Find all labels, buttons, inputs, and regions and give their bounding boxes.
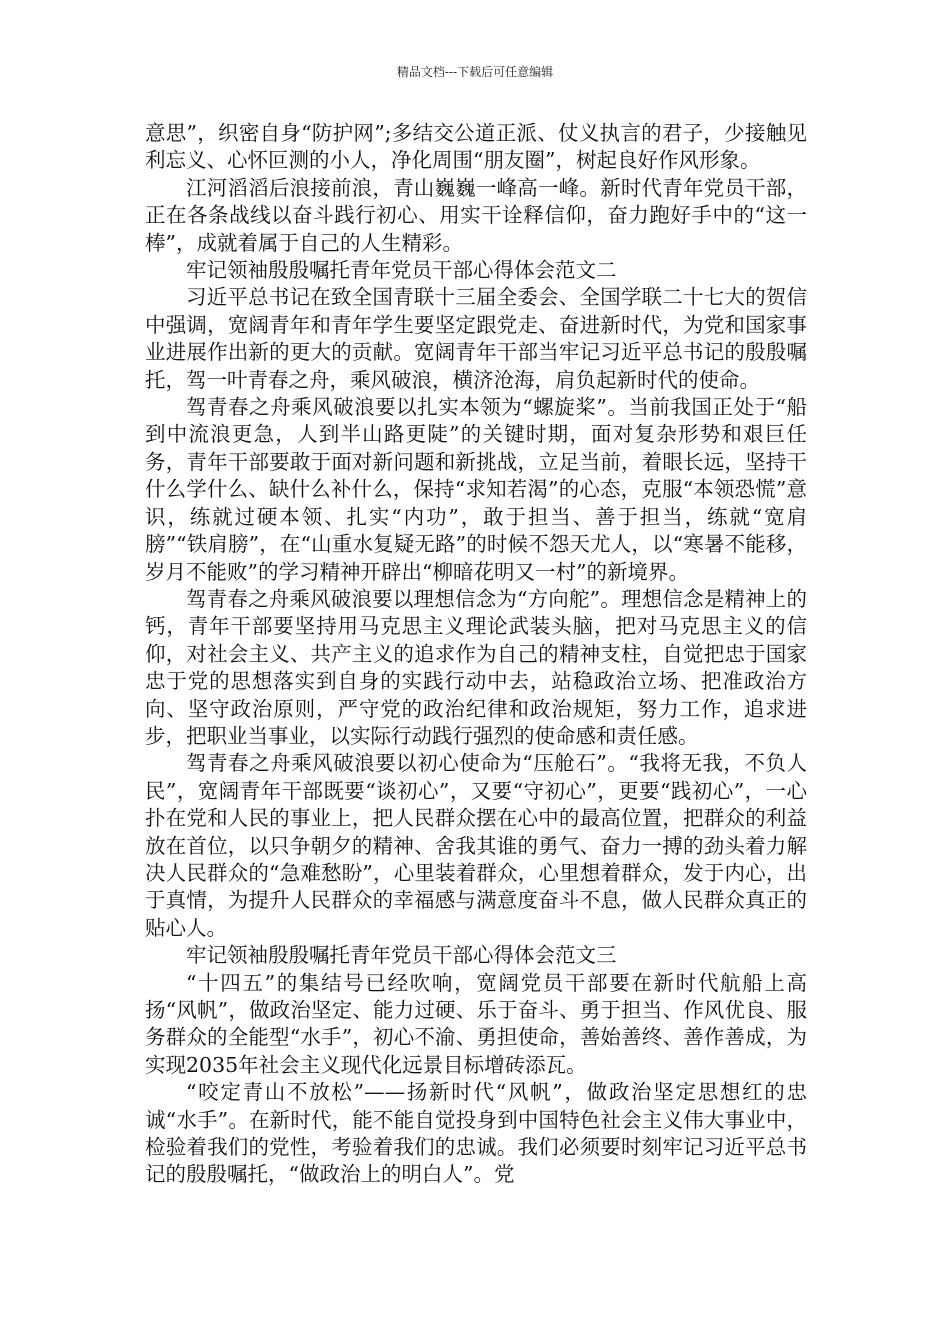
document-body <box>145 120 807 1189</box>
paragraph: 驾青春之舟乘风破浪要以初心使命为“压舱石”。“我将无我，不负人民”，宽阔青年干部既要“谈初心”，又要“守初心”，更要“践初心”，一心扑在党和人民的事业上，把人民群众摆在心中的最高位置，把群众的利益放在首位，以只争朝夕的精神、舍我其谁的勇气、奋力一搏的劲头着力解决人民群众的“急难愁盼”，心里装着群众，心里想着群众，发于内心，出于真情，为提升人民群众的幸福感与满意度奋斗不息，做人民群众真正的贴心人。 <box>145 751 807 940</box>
paragraph-continuation: 意思”，织密自身“防护网”;多结交公道正派、仗义执言的君子，少接触见利忘义、心怀叵测的小人，净化周围“朋友圈”，树起良好作风形象。 <box>145 121 807 173</box>
paragraph: 习近平总书记在致全国青联十三届全委会、全国学联二十七大的贺信中强调，宽阔青年和青年学生要坚定跟党走、奋进新时代，为党和国家事业进展作出新的更大的贡献。宽阔青年干部当牢记习近平总书记的殷殷嘱托，驾一叶青春之舟，乘风破浪，横济沧海，肩负起新时代的使命。 <box>145 285 807 392</box>
section-heading-two: 牢记领袖殷殷嘱托青年党员干部心得体会范文二 <box>186 258 617 283</box>
section-heading-three: 牢记领袖殷殷嘱托青年党员干部心得体会范文三 <box>186 943 617 968</box>
paragraph: “十四五”的集结号已经吹响，宽阔党员干部要在新时代航船上高扬“风帆”，做政治坚定、能力过硬、乐于奋斗、勇于担当、作风优良、服务群众的全能型“水手”，初心不渝、勇担使命，善始善终、善作善成，为实现2035年社会主义现代化远景目标增砖添瓦。 <box>145 970 807 1077</box>
paragraph: 驾青春之舟乘风破浪要以扎实本领为“螺旋桨”。当前我国正处于“船到中流浪更急，人到半山路更陡”的关键时期，面对复杂形势和艰巨任务，青年干部要敢于面对新问题和新挑战，立足当前，着眼长远，坚持干什么学什么、缺什么补什么，保持“求知若渴”的心态，克服“本领恐慌”意识，练就过硬本领、扎实“内功”，敢于担当、善于担当，练就“宽肩膀”“铁肩膀”，在“山重水复疑无路”的时候不怨天尤人，以“寒暑不能移，岁月不能败”的学习精神开辟出“柳暗花明又一村”的新境界。 <box>145 395 807 584</box>
page-header: 精品文档---下载后可任意编辑 <box>396 65 554 79</box>
paragraph: 江河滔滔后浪接前浪，青山巍巍一峰高一峰。新时代青年党员干部，正在各条战线以奋斗践行初心、用实干诠释信仰，奋力跑好手中的“这一棒”，成就着属于自己的人生精彩。 <box>145 175 807 255</box>
paragraph: 驾青春之舟乘风破浪要以理想信念为“方向舵”。理想信念是精神上的钙，青年干部要坚持用马克思主义理论武装头脑，把对马克思主义的信仰，对社会主义、共产主义的追求作为自己的精神支柱，自觉把忠于国家忠于党的思想落实到自身的实践行动中去，站稳政治立场、把准政治方向、坚守政治原则，严守党的政治纪律和政治规矩，努力工作，追求进步，把职业当事业，以实际行动践行强烈的使命感和责任感。 <box>145 586 807 748</box>
paragraph: “咬定青山不放松”——扬新时代“风帆”，做政治坚定思想红的忠诚“水手”。在新时代，能不能自觉投身到中国特色社会主义伟大事业中，检验着我们的党性，考验着我们的忠诚。我们必须要时刻牢记习近平总书记的殷殷嘱托，“做政治上的明白人”。党 <box>145 1080 807 1187</box>
